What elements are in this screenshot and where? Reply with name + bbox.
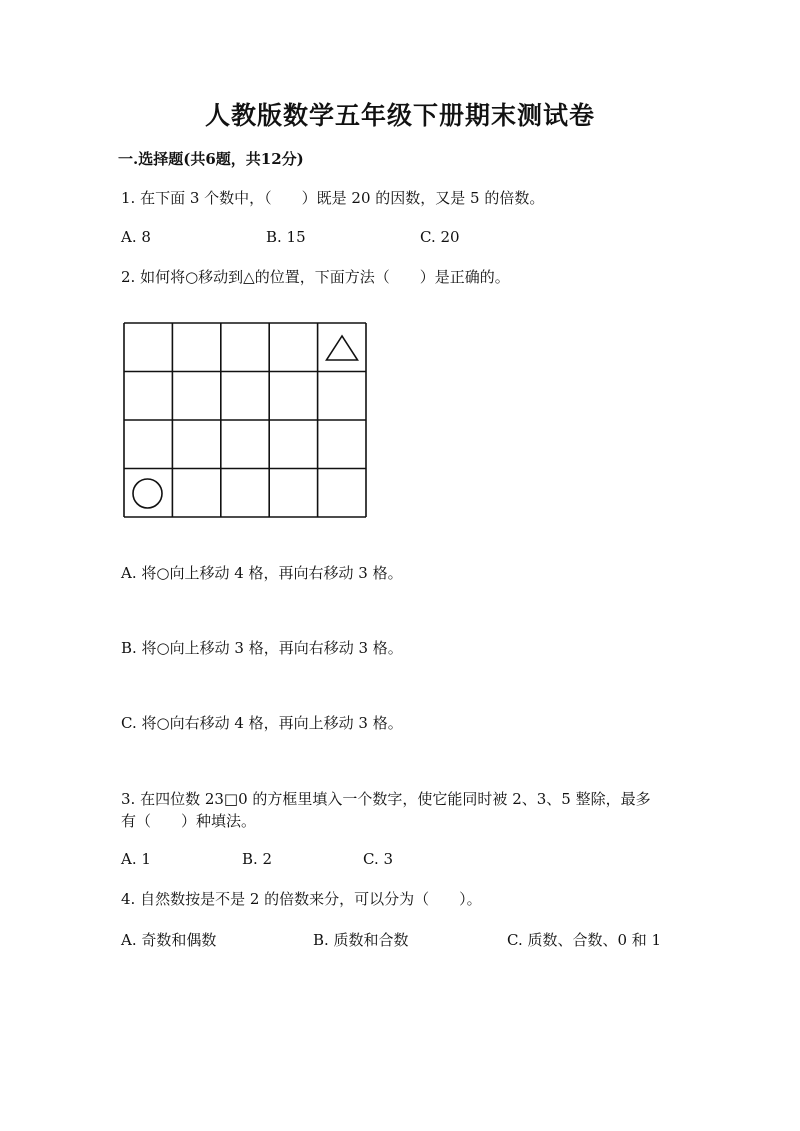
question-4-text: 4. 自然数按是不是 2 的倍数来分，可以分为（ ）。 [121, 890, 482, 908]
question-1-option-b[interactable]: B. 15 [266, 228, 306, 246]
page-title: 人教版数学五年级下册期末测试卷 [204, 101, 595, 130]
grid-figure [123, 322, 367, 518]
question-2-option-c[interactable]: C. 将○向右移动 4 格，再向上移动 3 格。 [121, 714, 403, 732]
question-2-text: 2. 如何将○移动到△的位置，下面方法（ ）是正确的。 [121, 268, 510, 286]
question-1-option-c[interactable]: C. 20 [420, 228, 460, 246]
question-3-option-b[interactable]: B. 2 [242, 850, 273, 868]
question-1-text: 1. 在下面 3 个数中，（ ）既是 20 的因数，又是 5 的倍数。 [121, 189, 545, 207]
question-4-option-c[interactable]: C. 质数、合数、0 和 1 [507, 931, 662, 949]
triangle-shape [327, 336, 358, 360]
question-1-option-a[interactable]: A. 8 [121, 228, 151, 246]
question-4-option-a[interactable]: A. 奇数和偶数 [121, 931, 217, 949]
question-3-option-c[interactable]: C. 3 [363, 850, 394, 868]
question-2-grid [123, 322, 367, 518]
circle-shape [133, 479, 162, 508]
question-3-text-line2: 有（ ）种填法。 [121, 812, 257, 830]
question-2-option-b[interactable]: B. 将○向上移动 3 格，再向右移动 3 格。 [121, 639, 403, 657]
section-heading: 一.选择题(共6题，共12分) [118, 150, 304, 168]
question-3-option-a[interactable]: A. 1 [121, 850, 151, 868]
question-4-option-b[interactable]: B. 质数和合数 [313, 931, 409, 949]
question-3-text-line1: 3. 在四位数 23□0 的方框里填入一个数字，使它能同时被 2、3、5 整除，最多 [121, 790, 651, 808]
question-2-option-a[interactable]: A. 将○向上移动 4 格，再向右移动 3 格。 [121, 564, 403, 582]
